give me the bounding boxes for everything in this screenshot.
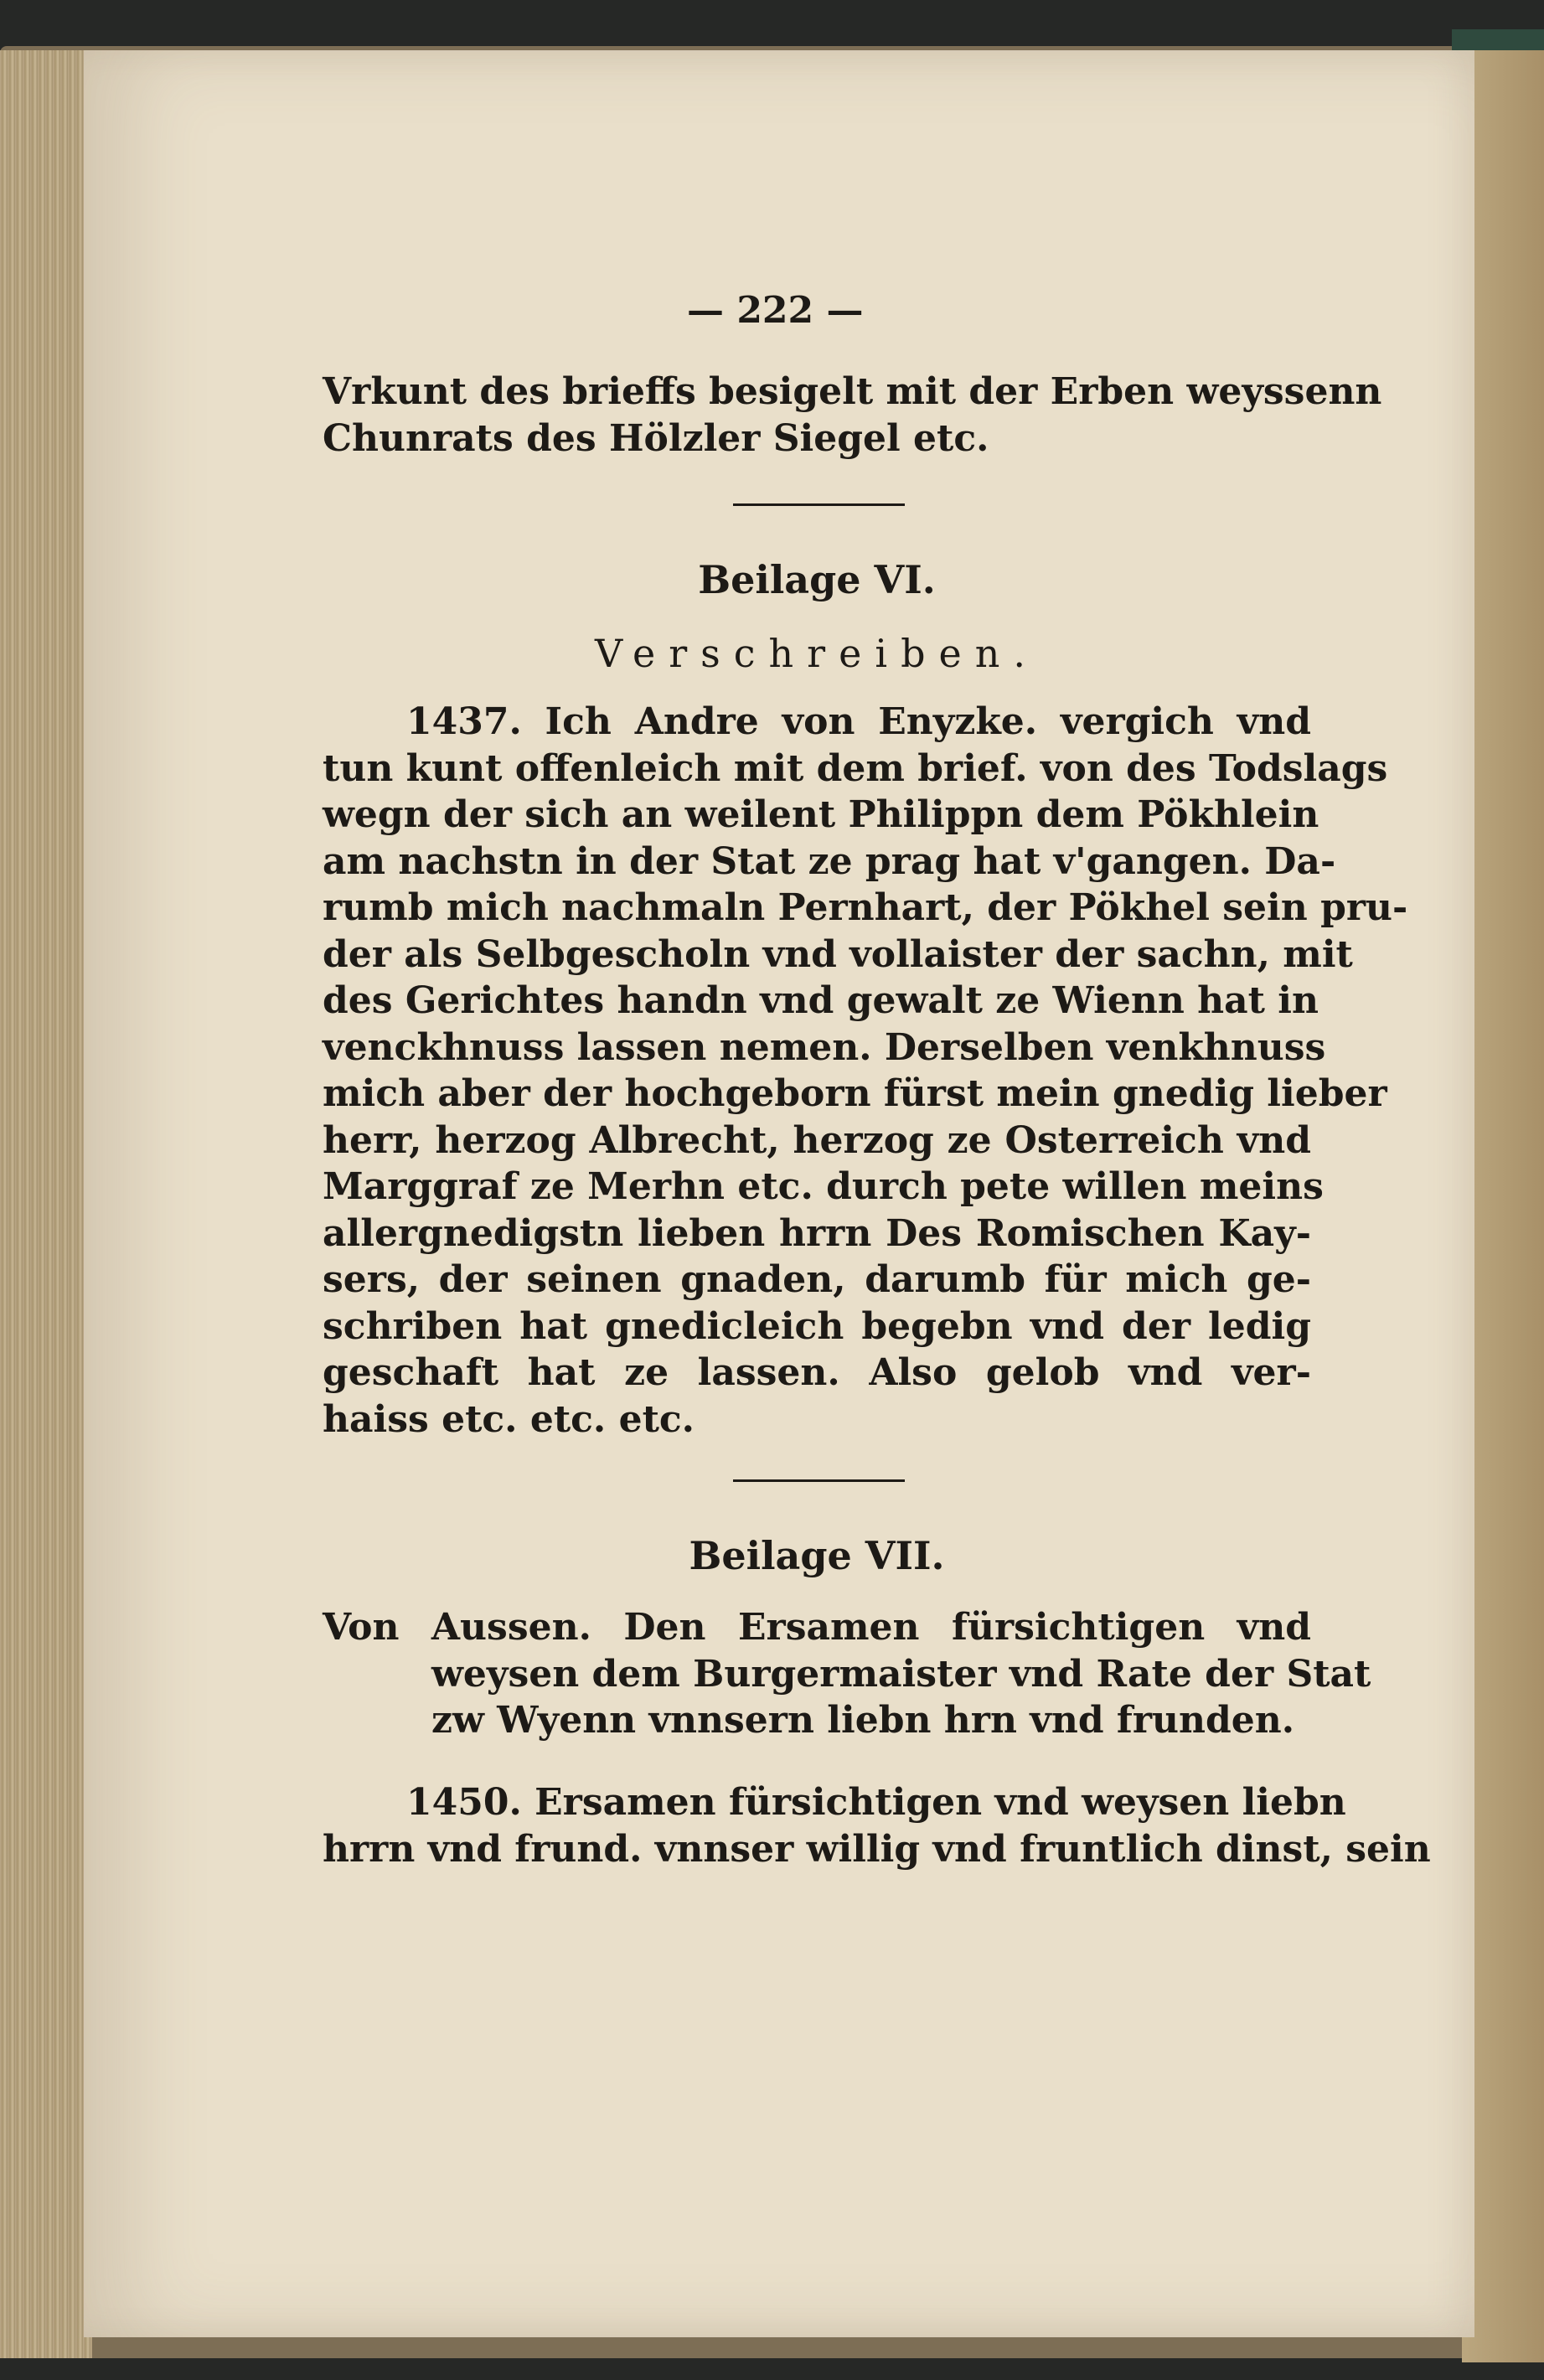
text-line: des Gerichtes handn vnd gewalt ze Wienn hat in xyxy=(323,979,1319,1022)
text-line: Von Aussen. Den Ersamen fürsichtigen vnd xyxy=(323,1606,1311,1649)
text-line: 1437. Ich Andre von Enyzke. vergich vnd xyxy=(406,700,1311,743)
text-line: schriben hat gnedicleich begebn vnd der ledig xyxy=(323,1304,1311,1348)
text-line: rumb mich nachmaln Pernhart, der Pökhel sein pru- xyxy=(323,886,1408,929)
text-line: 1450. Ersamen fürsichtigen vnd weysen liebn xyxy=(406,1781,1346,1824)
text-line: geschaft hat ze lassen. Also gelob vnd ver- xyxy=(323,1351,1311,1394)
text-line: weysen dem Burgermaister vnd Rate der Stat xyxy=(431,1652,1371,1696)
opening-paragraph xyxy=(323,369,1382,462)
section-vii-address xyxy=(323,1604,1371,1744)
text-line: haiss etc. etc. etc. xyxy=(323,1397,695,1441)
text-line: zw Wyenn vnnsern liebn hrn vnd frunden. xyxy=(431,1699,1295,1742)
section-separator xyxy=(733,503,905,506)
text-line: venckhnuss lassen nemen. Derselben venkhnuss xyxy=(323,1025,1326,1069)
text-line: herr, herzog Albrecht, herzog ze Osterreich vnd xyxy=(323,1118,1311,1162)
text-line: Marggraf ze Merhn etc. durch pete willen meins xyxy=(323,1165,1324,1208)
text-line: mich aber der hochgeborn fürst mein gnedig lieber xyxy=(323,1072,1387,1115)
section-heading-beilage-vii: Beilage VII. xyxy=(689,1533,945,1578)
text-line: Chunrats des Hölzler Siegel etc. xyxy=(323,416,989,460)
text-line: sers, der seinen gnaden, darumb für mich ge- xyxy=(323,1258,1311,1301)
text-line: tun kunt offenleich mit dem brief. von des Todslags xyxy=(323,746,1388,790)
text-line: der als Selbgescholn vnd vollaister der sachn, mit xyxy=(323,932,1353,976)
page-stack-left xyxy=(0,50,92,2358)
text-line: hrrn vnd frund. vnnser willig vnd fruntlich dinst, sein xyxy=(323,1827,1431,1871)
text-line: Vrkunt des brieffs besigelt mit der Erben weyssenn xyxy=(323,370,1382,413)
section-vi-body xyxy=(323,699,1408,1443)
section-separator xyxy=(733,1479,905,1482)
section-heading-beilage-vi: Beilage VI. xyxy=(698,557,936,602)
section-subheading: Verschreiben. xyxy=(594,631,1040,676)
text-line: allergnedigstn lieben hrrn Des Romischen Kay- xyxy=(323,1211,1311,1255)
section-vii-letter xyxy=(323,1779,1431,1872)
text-line: wegn der sich an weilent Philippn dem Pökhlein xyxy=(323,793,1319,836)
text-line: am nachstn in der Stat ze prag hat v'gangen. Da- xyxy=(323,839,1336,883)
page-number: — 222 — xyxy=(687,289,864,332)
